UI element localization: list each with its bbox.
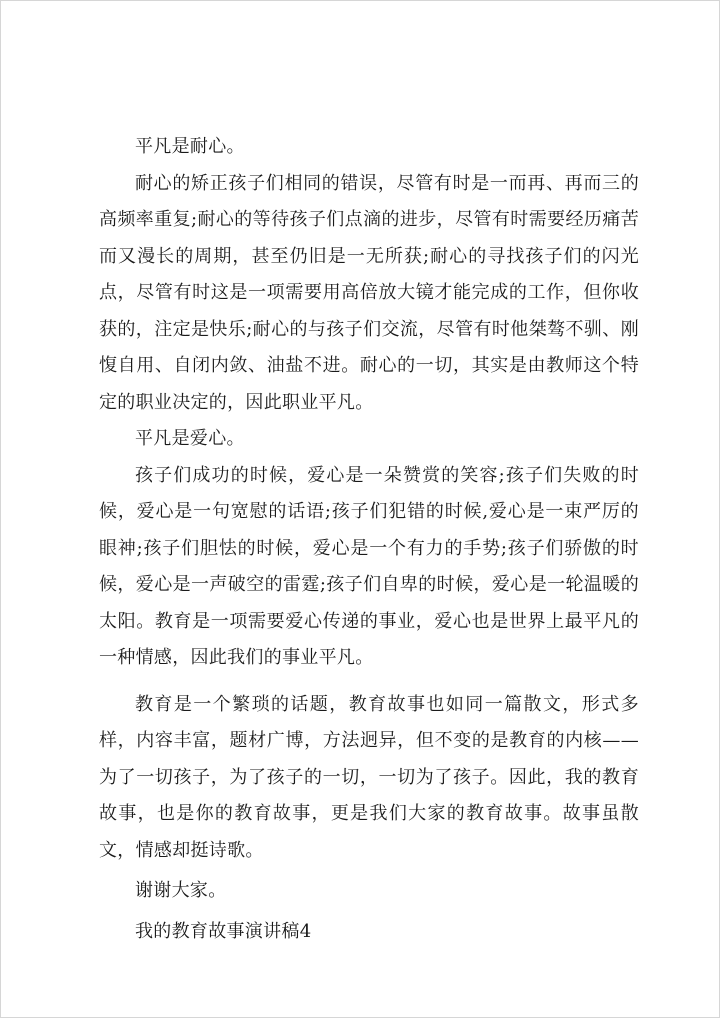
paragraph-love: 孩子们成功的时候，爱心是一朵赞赏的笑容;孩子们失败的时候，爱心是一句宽慰的话语;孩子们犯错的时候,爱心是一束严厉的眼神;孩子们胆怯的时候，爱心是一个有力的手势;孩子们骄傲的时候，爱心是一声破空的雷霆;孩子们自卑的时候，爱心是一轮温暖的太阳。教育是一项需要爱心传递的事业，爱心也是世界上最平凡的一种情感，因此我们的事业平凡。 (99, 464, 639, 668)
section-heading-patience: 平凡是耐心。 (135, 136, 245, 157)
closing-thanks: 谢谢大家。 (135, 880, 227, 901)
paragraph-patience: 耐心的矫正孩子们相同的错误，尽管有时是一而再、再而三的高频率重复;耐心的等待孩子们点滴的进步，尽管有时需要经历痛苦而又漫长的周期，甚至仍旧是一无所获;耐心的寻找孩子们的闪光点，尽管有时这是一项需要用高倍放大镜才能完成的工作，但你收获的，注定是快乐;耐心的与孩子们交流，尽管有时他桀骜不驯、刚愎自用、自闭内敛、油盐不进。耐心的一切，其实是由教师这个特定的职业决定的，因此职业平凡。 (99, 172, 639, 413)
next-speech-title: 我的教育故事演讲稿4 (135, 920, 312, 942)
paragraph-conclusion: 教育是一个繁琐的话题，教育故事也如同一篇散文，形式多样，内容丰富，题材广博，方法迥异，但不变的是教育的内核——为了一切孩子，为了孩子的一切，一切为了孩子。因此，我的教育故事，也是你的教育故事，更是我们大家的教育故事。故事虽散文，情感却挺诗歌。 (99, 693, 639, 861)
section-heading-love: 平凡是爱心。 (135, 428, 245, 449)
document-body (99, 129, 639, 950)
